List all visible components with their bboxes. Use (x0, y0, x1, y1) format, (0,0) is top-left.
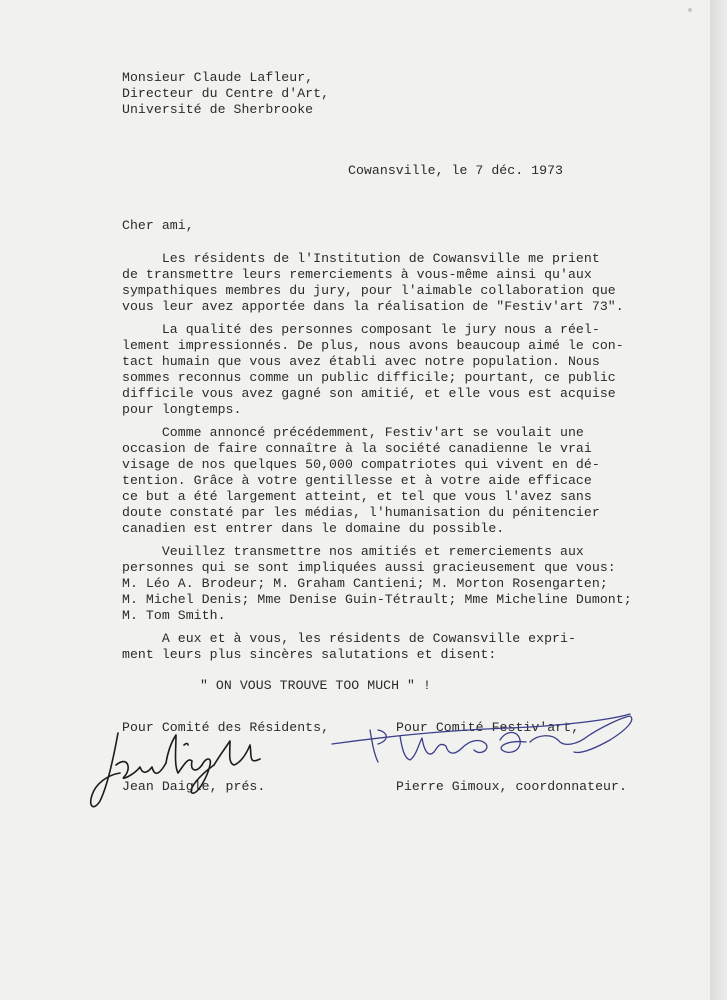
para2-line: lement impressionnés. De plus, nous avons beaucoup aimé le con- (122, 338, 624, 353)
para2-line: sommes reconnus comme un public difficile; pourtant, ce public (122, 370, 616, 385)
salutation: Cher ami, (122, 218, 194, 233)
para4-line: M. Léo A. Brodeur; M. Graham Cantieni; M. Morton Rosengarten; (122, 576, 608, 591)
left-committee-label: Pour Comité des Résidents, (122, 720, 330, 735)
para3-line: visage de nos quelques 50,000 compatriotes qui vivent en dé- (122, 457, 600, 472)
para1-line: de transmettre leurs remerciements à vous-même ainsi qu'aux (122, 267, 592, 282)
para3-line: Comme annoncé précédemment, Festiv'art se voulait une (122, 425, 584, 440)
slogan: " ON VOUS TROUVE TOO MUCH " ! (200, 678, 431, 693)
right-committee-label: Pour Comité Festiv'art, (396, 720, 580, 735)
place-date: Cowansville, le 7 déc. 1973 (348, 163, 564, 178)
para2-line: tact humain que vous avez établi avec notre population. Nous (122, 354, 600, 369)
recipient-line-3: Université de Sherbrooke (122, 102, 314, 117)
signature-right-image (330, 700, 650, 780)
staple-mark (688, 8, 692, 12)
para3-line: doute constaté par les médias, l'humanisation du pénitencier (122, 505, 600, 520)
para4-line: personnes qui se sont impliquées aussi gracieusement que vous: (122, 560, 616, 575)
para4-line: M. Tom Smith. (122, 608, 226, 623)
para5-line: A eux et à vous, les résidents de Cowansville expri- (122, 631, 576, 646)
para2-line: La qualité des personnes composant le jury nous a réel- (122, 322, 600, 337)
para1-line: sympathiques membres du jury, pour l'aimable collaboration que (122, 283, 616, 298)
para4-line: Veuillez transmettre nos amitiés et remerciements aux (122, 544, 584, 559)
right-signer-name: Pierre Gimoux, coordonnateur. (396, 779, 627, 794)
recipient-line-1: Monsieur Claude Lafleur, (122, 70, 314, 85)
para1-line: vous leur avez apportée dans la réalisation de "Festiv'art 73". (122, 299, 624, 314)
page-edge-shadow (710, 0, 727, 1000)
para5-line: ment leurs plus sincères salutations et disent: (122, 647, 497, 662)
para3-line: occasion de faire connaître à la société canadienne le vrai (122, 441, 592, 456)
para1-line: Les résidents de l'Institution de Cowansville me prient (122, 251, 600, 266)
para3-line: ce but a été largement atteint, et tel que vous l'avez sans (122, 489, 592, 504)
para4-line: M. Michel Denis; Mme Denise Guin-Tétrault; Mme Micheline Dumont; (122, 592, 632, 607)
para3-line: canadien est entrer dans le domaine du possible. (122, 521, 505, 536)
recipient-line-2: Directeur du Centre d'Art, (122, 86, 330, 101)
para2-line: difficile vous avez gagné son amitié, et elle vous est acquise (122, 386, 616, 401)
left-signer-name: Jean Daigle, prés. (122, 779, 266, 794)
para2-line: pour longtemps. (122, 402, 242, 417)
signature-left-image (80, 715, 300, 815)
para3-line: tention. Grâce à votre gentillesse et à votre aide efficace (122, 473, 592, 488)
